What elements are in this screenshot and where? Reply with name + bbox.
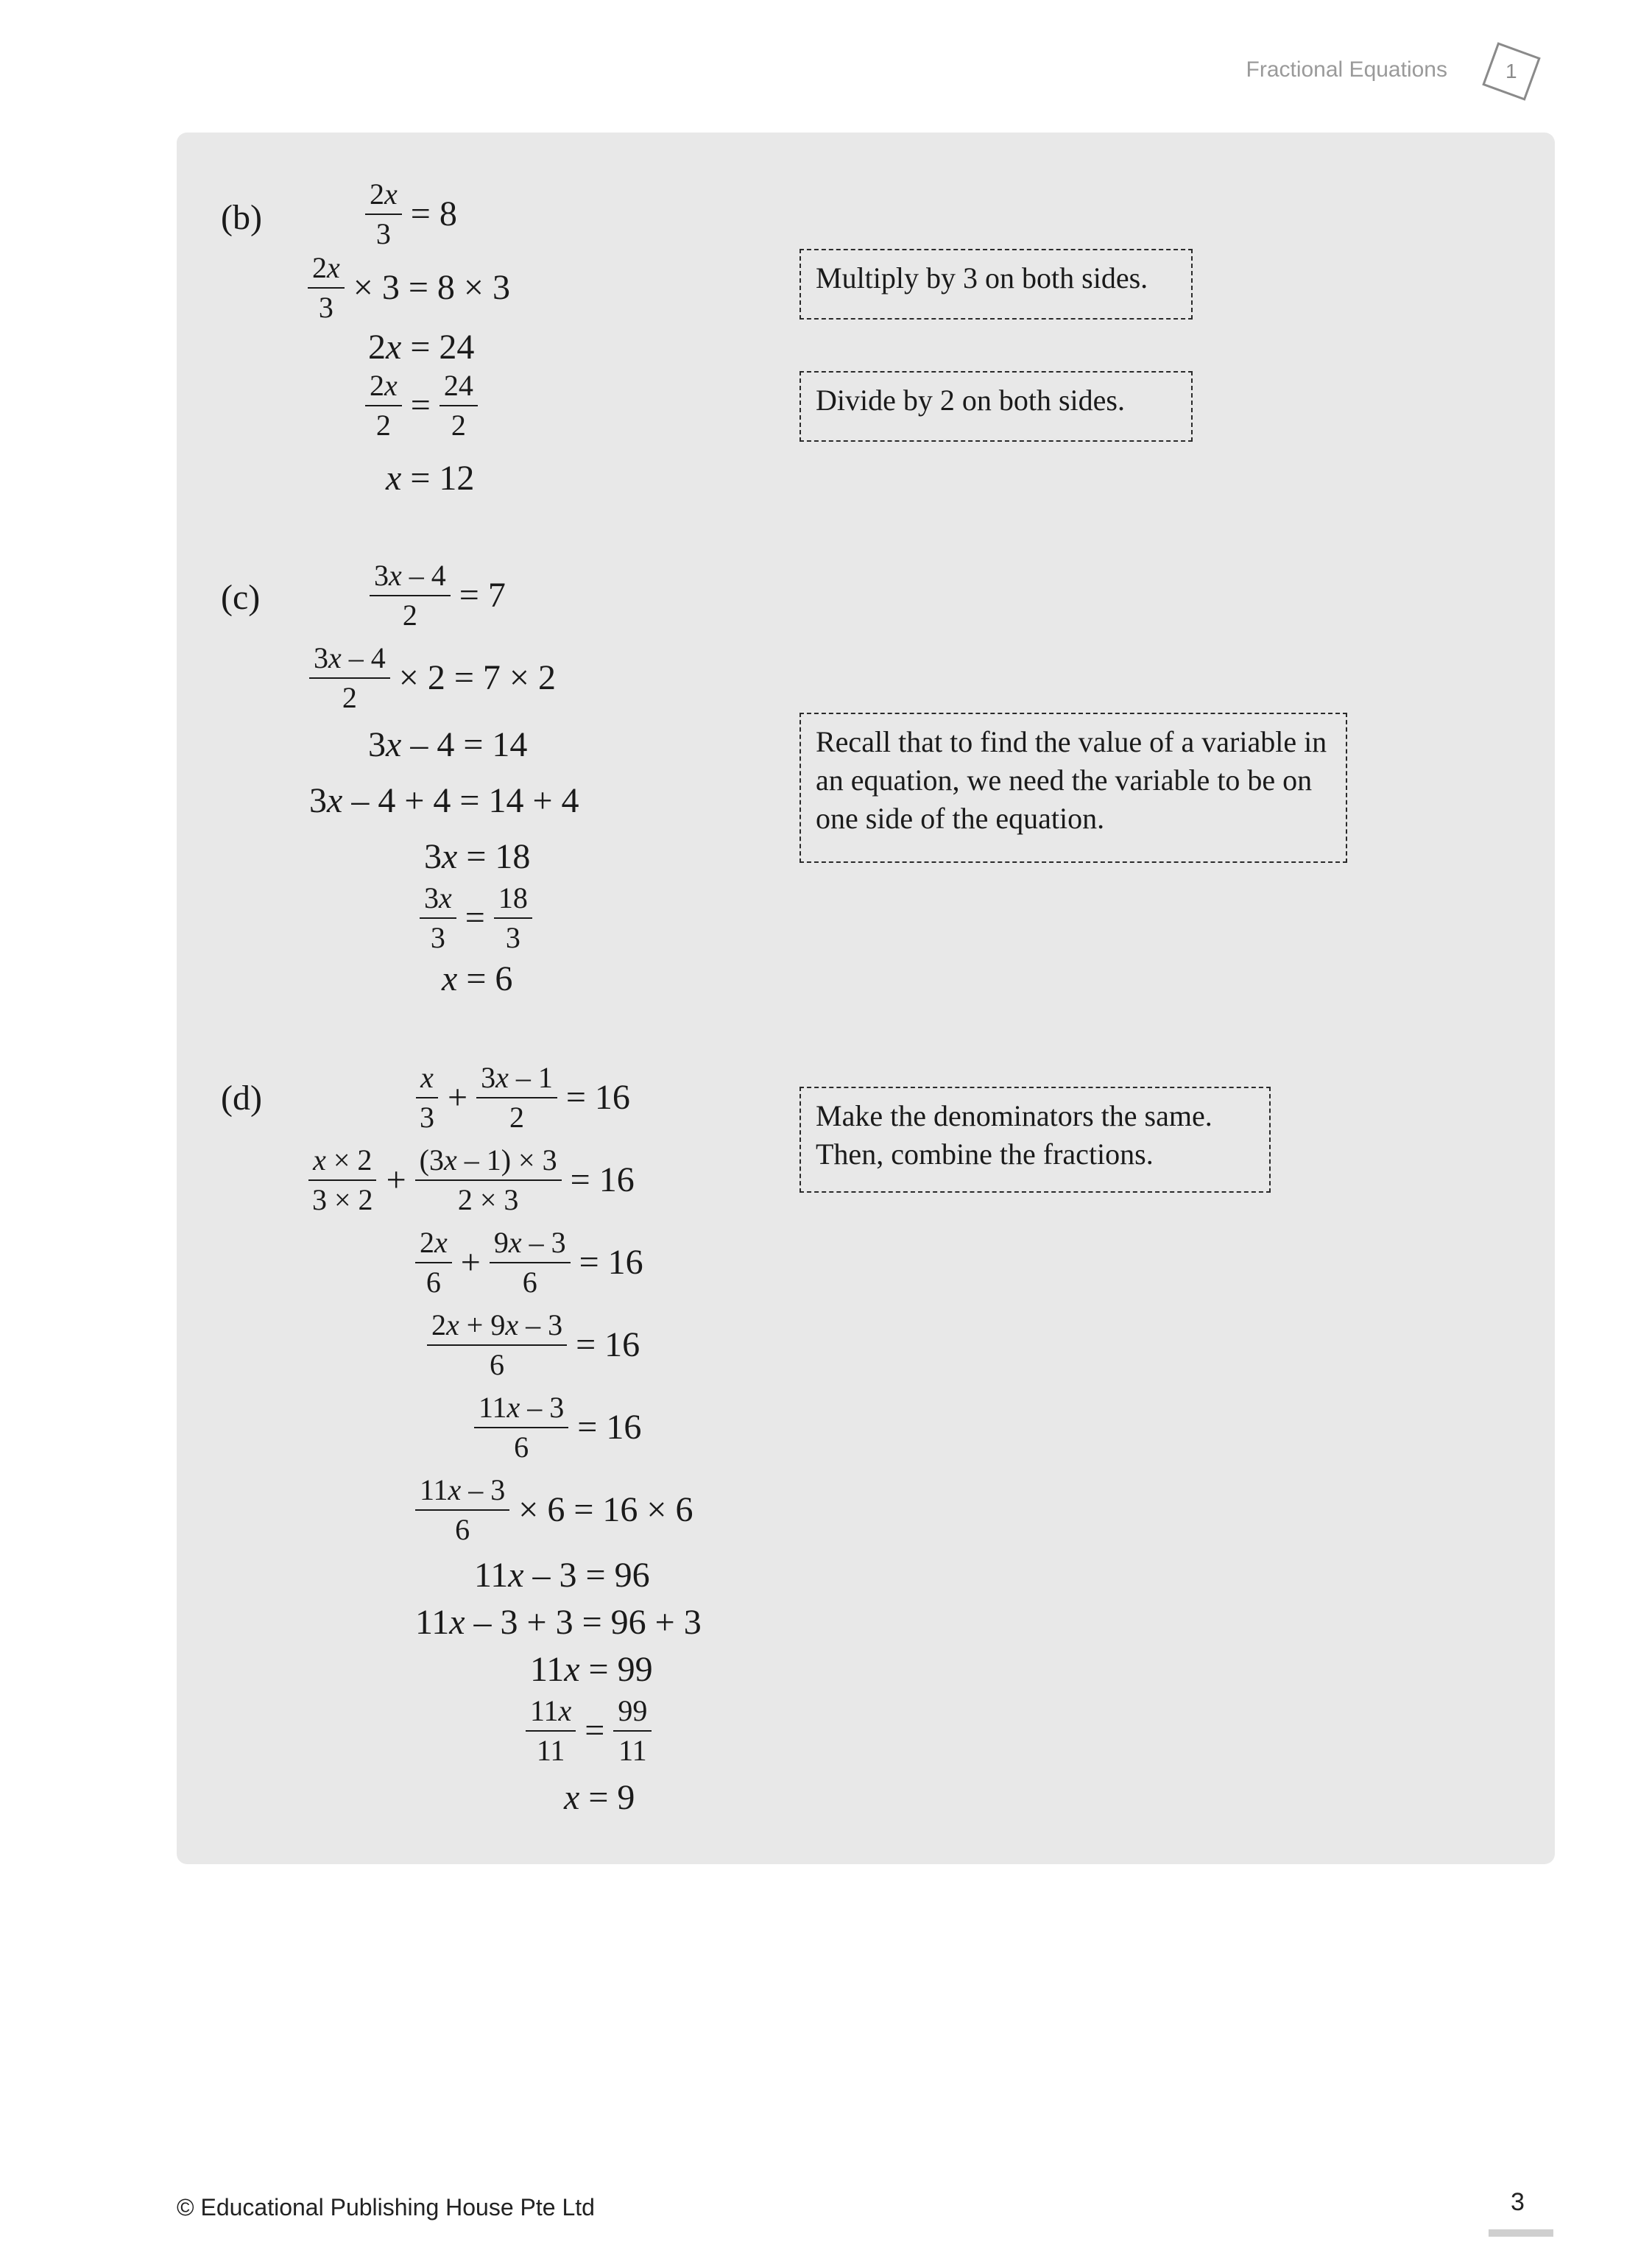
chapter-title: Fractional Equations (1246, 57, 1447, 82)
part-c-label: (c) (221, 578, 261, 617)
worked-solutions-panel (177, 133, 1555, 1864)
note-recall-variable: Recall that to find the value of a variable in an equation, we need the variable to be on one side of the equation. (799, 713, 1347, 863)
equation-d-6: $\frac{11x - 3}{6}$ × 6 = 16 × 6 (411, 1471, 698, 1549)
equation-d-8: 11 x – 3 + 3 = 96 + 3 (415, 1603, 702, 1642)
equation-c-7: x = 6 (442, 959, 513, 998)
equation-d-4: $\frac{2x + 9x - 3}{6}$ = 16 (423, 1306, 644, 1384)
equation-d-5: $\frac{11x - 3}{6}$ = 16 (470, 1389, 646, 1467)
note-multiply-by-3: Multiply by 3 on both sides. (799, 249, 1193, 320)
equation-d-3: $\frac{2x}{6}$ + $\frac{9x - 3}{6}$ = 16 (411, 1224, 648, 1302)
part-b-label: (b) (221, 198, 262, 237)
equation-c-1: $\frac{3x - 4}{2}$ = 7 (365, 557, 510, 635)
note-divide-by-2: Divide by 2 on both sides. (799, 371, 1193, 442)
equation-d-10: $\frac{11x}{11}$ = $\frac{99}{11}$ (521, 1692, 656, 1770)
chapter-number-badge (1482, 42, 1540, 100)
equation-d-1: $\frac{x}{3}$ + $\frac{3x - 1}{2}$ = 16 (411, 1059, 635, 1137)
page-number: 3 (1511, 2188, 1525, 2216)
copyright-notice: © Educational Publishing House Pte Ltd (177, 2194, 595, 2221)
equation-b-1: $\frac{2x}{3}$ = 8 (361, 175, 462, 253)
equation-d-11: x = 9 (564, 1778, 635, 1817)
equation-d-2: $\frac{x \times 2}{3 \times 2}$ + $\frac{(3x - 1) \times 3}{2 \times 3}$ = 16 (303, 1141, 639, 1219)
page-number-bar (1489, 2229, 1553, 2237)
equation-b-4: $\frac{2x}{2}$ = $\frac{24}{2}$ (361, 367, 482, 445)
note-denominators: Make the denominators the same. Then, combine the fractions. (799, 1087, 1271, 1193)
equation-c-3: 3 x – 4 = 14 (368, 725, 528, 764)
chapter-number: 1 (1505, 59, 1517, 82)
equation-c-2: $\frac{3x - 4}{2}$ × 2 = 7 × 2 (305, 639, 560, 717)
equation-d-7: 11 x – 3 = 96 (474, 1556, 650, 1595)
equation-d-9: 11 x = 99 (530, 1650, 653, 1689)
part-d-label: (d) (221, 1079, 262, 1118)
equation-c-6: $\frac{3x}{3}$ = $\frac{18}{3}$ (415, 879, 537, 957)
equation-b-2: $\frac{2x}{3}$ × 3 = 8 × 3 (303, 249, 515, 327)
equation-b-3: 2 x = 24 (368, 328, 475, 367)
equation-c-4: 3 x – 4 + 4 = 14 + 4 (309, 781, 579, 820)
equation-c-5: 3 x = 18 (424, 837, 531, 876)
equation-b-5: x = 12 (386, 459, 475, 498)
